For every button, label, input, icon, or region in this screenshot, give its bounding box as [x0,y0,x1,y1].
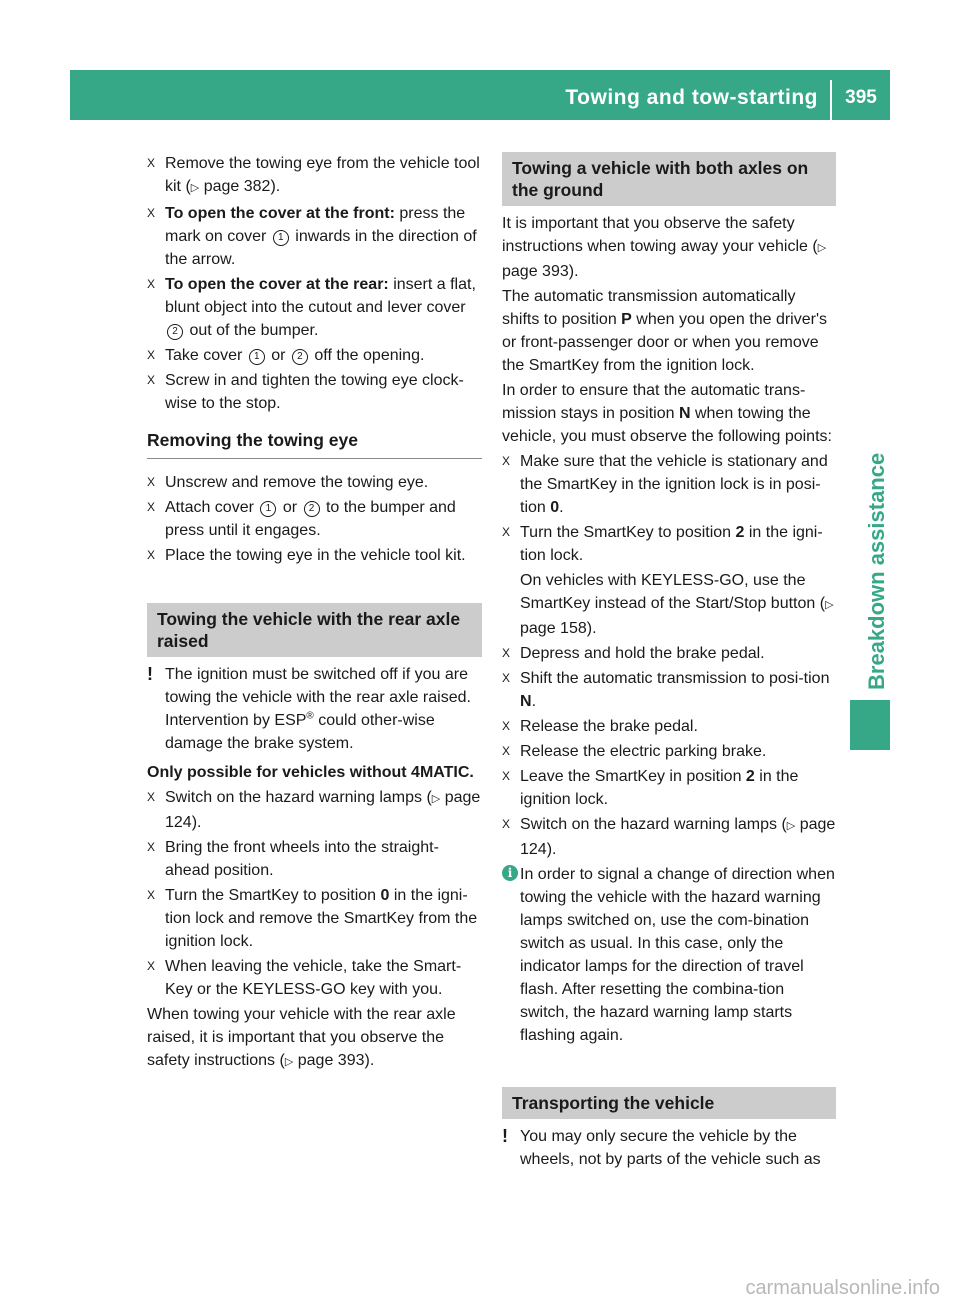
arrow-icon: X [502,646,511,660]
callout-number-2: 2 [167,324,183,340]
arrow-icon: X [147,277,156,291]
ref-arrow-icon: ▷ [431,793,441,805]
page-ref[interactable]: page 124 [520,816,836,858]
ref-arrow-icon: ▷ [786,820,796,832]
arrow-icon: X [502,817,511,831]
page-ref[interactable]: page 393 [502,263,569,280]
arrow-icon: X [147,373,156,387]
right-column [502,152,836,1177]
step-hazard-lamps: X Switch on the hazard warning lamps (▷ page 124). [147,786,482,834]
paragraph-auto-shift: The automatic transmission automatically shifts to position P when you open the driver's or front-passenger door or when you remove the SmartKey from the ignition lock. [502,288,828,374]
header-title: Towing and tow-starting [565,86,818,109]
page-number: 395 [845,87,877,108]
paragraph-ensure-n: In order to ensure that the automatic trans-mission stays in position N when towing the vehicle, you must observe the following points: [502,382,832,445]
ref-arrow-icon: ▷ [825,599,834,611]
transport-warning: ! You may only secure the vehicle by the wheels, not by parts of the vehicle such as [502,1126,821,1168]
arrow-icon: X [147,888,156,902]
step-release-brake: X Release the brake pedal. [502,715,836,738]
side-tab-label: Breakdown assistance [864,452,889,690]
keyless-go-note: On vehicles with KEYLESS-GO, use the SmartKey instead of the Start/Stop button (▷ page 158). [520,572,834,637]
arrow-icon: X [147,500,156,514]
arrow-icon: X [502,671,511,685]
arrow-icon: X [147,840,156,854]
arrow-icon: X [147,475,156,489]
step-unscrew: X Unscrew and remove the towing eye. [147,471,482,494]
closing-paragraph: When towing your vehicle with the rear axle raised, it is important that you observe the safety instructions (▷ page 393). [147,1006,456,1069]
arrow-icon: X [147,156,156,170]
arrow-icon: X [502,454,511,468]
step-hazard-lamps-2: X Switch on the hazard warning lamps (▷ page 124). [502,813,836,861]
page-ref[interactable]: page 124 [165,789,481,831]
arrow-icon: X [147,548,156,562]
ref-arrow-icon: ▷ [190,182,200,194]
callout-number-1: 1 [249,349,265,365]
callout-number-1: 1 [273,230,289,246]
ref-arrow-icon: ▷ [817,242,827,254]
arrow-icon: X [502,525,511,539]
step-release-parking: X Release the electric parking brake. [502,740,836,763]
step-open-front-cover: X To open the cover at the front: press the mark on cover 1 inwards in the direction of the arrow. [147,202,482,271]
callout-number-2: 2 [292,349,308,365]
only-possible-note: Only possible for vehicles without 4MATIC. [147,764,474,781]
arrow-icon: X [147,206,156,220]
step-open-rear-cover: X To open the cover at the rear: insert a flat, blunt object into the cutout and lever cover 2 out of the bumper. [147,273,482,342]
step-brake-pedal: X Depress and hold the brake pedal. [502,642,836,665]
step-take-cover: X Take cover 1 or 2 off the opening. [147,344,482,367]
step-leaving-vehicle: X When leaving the vehicle, take the Smart-Key or the KEYLESS-GO key with you. [147,955,482,1001]
page-ref[interactable]: page 393 [297,1052,365,1069]
ref-arrow-icon: ▷ [284,1056,294,1068]
step-remove-towing-eye: X Remove the towing eye from the vehicle tool kit (▷ page 382). [147,152,482,200]
paragraph-safety: It is important that you observe the safety instructions when towing away your vehicle (▷ page 393). [502,215,827,280]
arrow-icon: X [502,719,511,733]
warning-icon: ! [147,664,153,684]
info-icon: i [502,865,518,881]
arrow-icon: X [147,959,156,973]
warning-note: ! The ignition must be switched off if you are towing the vehicle with the rear axle raised. Intervention by ESP® could other-wise damage the brake system. [147,664,471,752]
arrow-icon: X [502,744,511,758]
callout-number-1: 1 [260,501,276,517]
step-smartkey-zero: X Turn the SmartKey to position 0 in the igni-tion lock and remove the SmartKey from the ignition lock. [147,884,482,953]
step-front-wheels: X Bring the front wheels into the straight-ahead position. [147,836,482,882]
info-note: i In order to signal a change of direction when towing the vehicle with the hazard warning lamps switched on, use the com-bination switch as usual. In this case, only the indicator lamps for the direction of travel flash. After resetting the combina-tion switch, the hazard warning lamp starts flashing again. [502,863,836,1047]
side-tab-marker [850,700,890,750]
step-screw-in: X Screw in and tighten the towing eye clock-wise to the stop. [147,369,482,415]
step-leave-smartkey: X Leave the SmartKey in position 2 in the ignition lock. [502,765,836,811]
header-bar [70,70,890,120]
both-axles-heading: Towing a vehicle with both axles on the ground [502,152,836,206]
removing-heading: Removing the towing eye [147,429,482,459]
arrow-icon: X [147,790,156,804]
page-ref[interactable]: page 158 [520,620,587,637]
arrow-icon: X [502,769,511,783]
step-smartkey-two: X Turn the SmartKey to position 2 in the igni-tion lock. On vehicles with KEYLESS-GO, use the SmartKey instead of the Start/Stop button (▷ page 158). [502,521,836,640]
step-attach-cover: X Attach cover 1 or 2 to the bumper and press until it engages. [147,496,482,542]
warning-icon: ! [502,1126,508,1146]
transport-heading: Transporting the vehicle [502,1087,836,1119]
side-tab [840,120,890,700]
step-shift-n: X Shift the automatic transmission to posi-tion N. [502,667,836,713]
page-ref[interactable]: page 382 [203,178,271,195]
callout-number-2: 2 [304,501,320,517]
rear-axle-heading: Towing the vehicle with the rear axle raised [147,603,482,657]
left-column [147,152,482,1076]
watermark: carmanualsonline.info [745,1277,940,1299]
step-stationary: X Make sure that the vehicle is stationary and the SmartKey in the ignition lock is in posi-tion 0. [502,450,836,519]
arrow-icon: X [147,348,156,362]
step-place-eye: X Place the towing eye in the vehicle tool kit. [147,544,482,567]
